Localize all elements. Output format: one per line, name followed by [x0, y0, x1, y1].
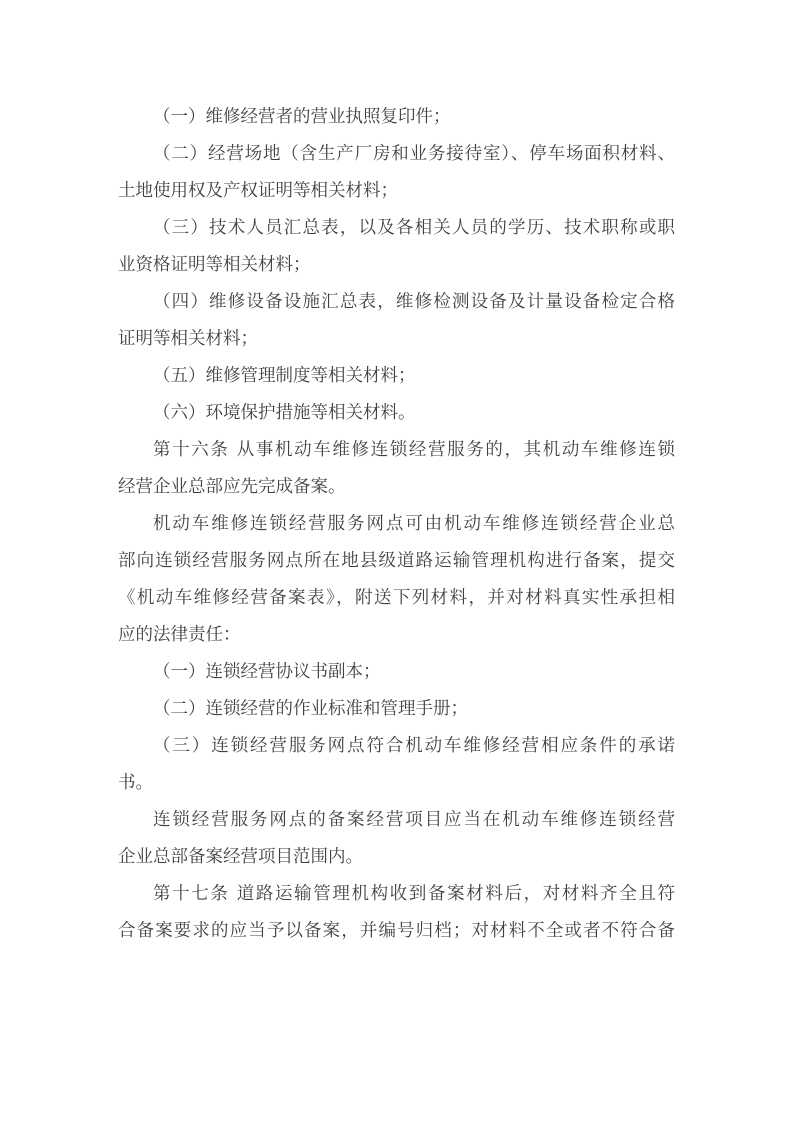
paragraph	[118, 432, 675, 506]
text-line: 连锁经营服务网点的备案经营项目应当在机动车维修连锁经营	[153, 810, 675, 830]
paragraph	[118, 284, 675, 358]
paragraph	[118, 802, 675, 876]
paragraph	[118, 358, 675, 395]
text-line: 第十六条 从事机动车维修连锁经营服务的，其机动车维修连锁	[153, 440, 675, 460]
paragraph	[118, 99, 675, 136]
text-line: （三）连锁经营服务网点符合机动车维修经营相应条件的承诺	[153, 736, 675, 756]
document-body	[118, 99, 675, 950]
text-line: 业资格证明等相关材料；	[118, 255, 311, 275]
text-line: （一）维修经营者的营业执照复印件；	[153, 107, 451, 127]
paragraph	[118, 506, 675, 654]
text-line: 应的法律责任：	[118, 625, 241, 645]
text-line: 部向连锁经营服务网点所在地县级道路运输管理机构进行备案，提交	[118, 551, 675, 571]
paragraph	[118, 136, 675, 210]
text-line: 证明等相关材料；	[118, 329, 258, 349]
text-line: 土地使用权及产权证明等相关材料；	[118, 181, 398, 201]
text-line: （六）环境保护措施等相关材料。	[153, 403, 416, 423]
text-line: （三）技术人员汇总表，以及各相关人员的学历、技术职称或职	[153, 218, 675, 238]
text-line: 书。	[118, 773, 153, 793]
text-line: 《机动车维修经营备案表》，附送下列材料，并对材料真实性承担相	[118, 588, 675, 608]
paragraph	[118, 691, 675, 728]
paragraph	[118, 395, 675, 432]
text-line: （四）维修设备设施汇总表，维修检测设备及计量设备检定合格	[153, 292, 675, 312]
text-line: （五）维修管理制度等相关材料；	[153, 366, 416, 386]
text-line: 机动车维修连锁经营服务网点可由机动车维修连锁经营企业总	[153, 514, 675, 534]
text-line: （一）连锁经营协议书副本；	[153, 662, 381, 682]
text-line: 企业总部备案经营项目范围内。	[118, 847, 363, 867]
text-line: 经营企业总部应先完成备案。	[118, 477, 346, 497]
text-line: 合备案要求的应当予以备案，并编号归档；对材料不全或者不符合备	[118, 921, 675, 941]
text-line: （二）经营场地（含生产厂房和业务接待室）、停车场面积材料、	[153, 144, 675, 164]
paragraph	[118, 210, 675, 284]
paragraph	[118, 728, 675, 802]
paragraph	[118, 654, 675, 691]
text-line: 第十七条 道路运输管理机构收到备案材料后，对材料齐全且符	[153, 884, 675, 904]
text-line: （二）连锁经营的作业标准和管理手册；	[153, 699, 468, 719]
paragraph	[118, 876, 675, 950]
